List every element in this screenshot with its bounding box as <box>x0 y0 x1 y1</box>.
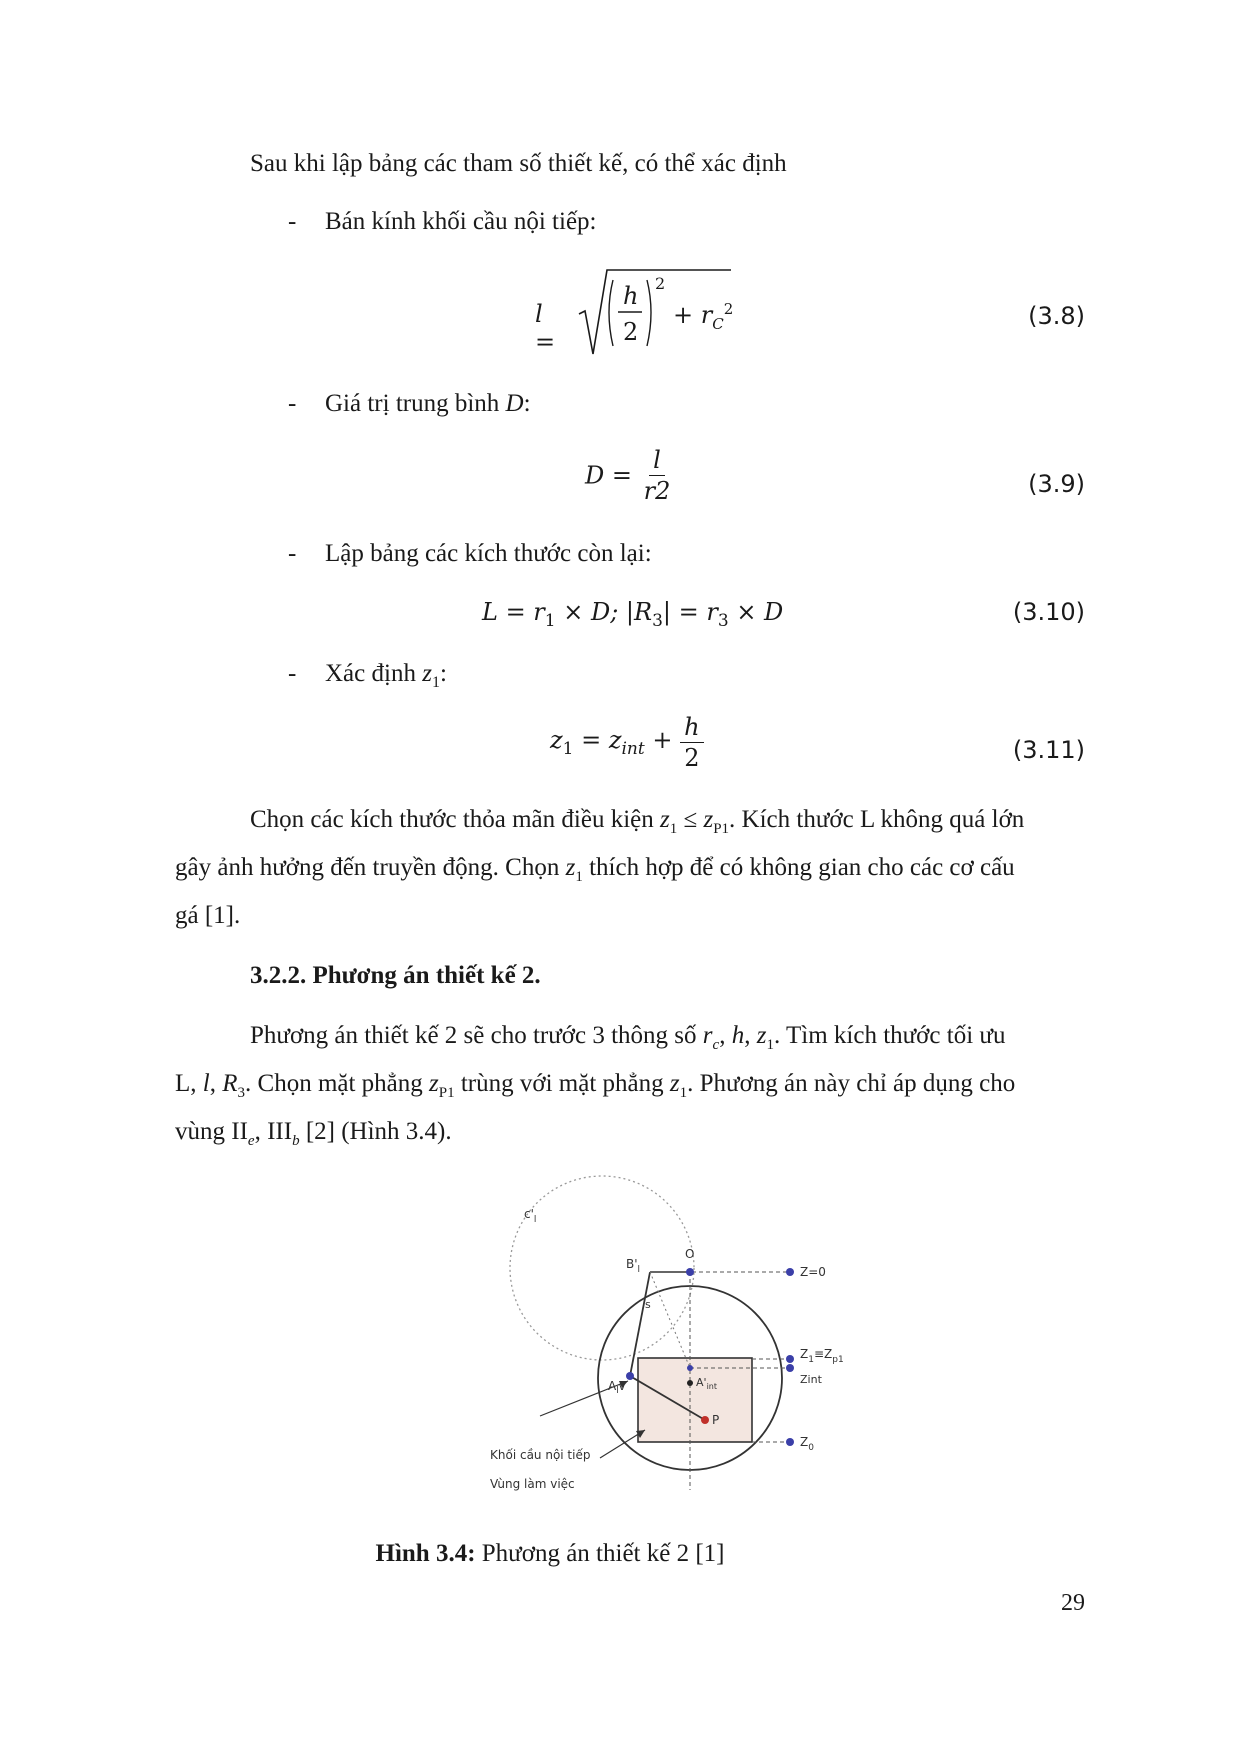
eq39-fraction: $\frac{l}{r2}$ <box>643 446 671 505</box>
equation-number: (3.10) <box>1012 598 1085 626</box>
equation-number: (3.11) <box>1012 736 1085 764</box>
eq39-lhs: D = <box>585 461 632 490</box>
label-b: $B'_l$ <box>626 1257 641 1275</box>
bullet-text: Lập bảng các kích thước còn lại: <box>325 540 652 567</box>
eq38-exp: 2 <box>655 274 666 293</box>
eq38-num: h <box>623 282 639 310</box>
bullet-dash: - <box>288 660 297 687</box>
label-workspace: Vùng làm việc <box>490 1477 575 1491</box>
figure-3-4 <box>480 1168 900 1508</box>
label-sphere: Khối cầu nội tiếp <box>490 1448 591 1462</box>
point-zint <box>786 1364 794 1372</box>
paragraph-line: gá [1]. <box>175 902 241 929</box>
bullet-dash: - <box>288 208 297 235</box>
label-a: $A_lv$ <box>608 1379 626 1396</box>
intro-text: Sau khi lập bảng các tham số thiết kế, có thể xác định <box>250 150 787 177</box>
paragraph-line: L, l, $R_3$. Chọn mặt phẳng $z_{P1}$ trùng với mặt phẳng $z_1$. Phương án này chỉ áp dụng cho <box>175 1070 1016 1101</box>
inscribed-box <box>638 1358 752 1442</box>
paragraph-line: Phương án thiết kế 2 sẽ cho trước 3 thông số $r_c$, h, $z_1$. Tìm kích thước tối ưu <box>250 1022 1006 1053</box>
point-a <box>626 1372 634 1380</box>
point-o <box>686 1268 694 1276</box>
equation-3-10: $L = r_1 \times D$; $|R_3| = r_3 \times D$ <box>482 598 784 631</box>
dotted-circle <box>510 1176 694 1360</box>
equation-number: (3.9) <box>1028 470 1085 498</box>
page-number: 29 <box>1061 1590 1085 1616</box>
eq311-fraction: $\frac{h}{2}$ <box>680 712 703 773</box>
figure-caption: Hình 3.4: Phương án thiết kế 2 [1] <box>375 1540 725 1567</box>
paragraph-line: gây ảnh hưởng đến truyền động. Chọn $z_1$ thích hợp để có không gian cho các cơ cấu <box>175 854 1015 885</box>
equation-3-9 <box>585 445 674 506</box>
bullet-text: Xác định $z_1$: <box>325 660 447 691</box>
label-aint: $A'_{int}$ <box>696 1376 717 1391</box>
section-heading: 3.2.2. Phương án thiết kế 2. <box>250 962 541 989</box>
point-z0 <box>786 1268 794 1276</box>
bullet-text: Bán kính khối cầu nội tiếp: <box>325 208 597 235</box>
paragraph-line: Chọn các kích thước thỏa mãn điều kiện $z_1 \le z_{P1}$. Kích thước L không quá lớn <box>250 806 1025 837</box>
label-zbottom: $Z_0$ <box>800 1435 814 1453</box>
equation-number: (3.8) <box>1028 302 1085 330</box>
label-z0: Z=0 <box>800 1265 826 1279</box>
eq38-rc: + $r_C^2$ <box>673 300 734 333</box>
point-int <box>687 1365 693 1371</box>
point-zbottom <box>786 1438 794 1446</box>
paragraph-line: vùng $II_e$, $III_b$ [2] (Hình 3.4). <box>175 1118 452 1149</box>
eq38-lhs: l = <box>535 300 556 356</box>
point-aint <box>687 1380 693 1386</box>
equation-3-11: $z_1 = z_{int}$ + $\frac{h}{2}$ <box>550 712 704 773</box>
point-z1 <box>786 1355 794 1363</box>
label-z1zp1: $Z_1\equiv Z_{p1}$ <box>800 1347 844 1365</box>
bullet-dash: - <box>288 390 297 417</box>
eq38-den: 2 <box>623 318 639 346</box>
label-p: P <box>712 1413 720 1427</box>
bullet-text: Giá trị trung bình D: <box>325 390 531 417</box>
label-c1: $c'_l$ <box>524 1207 537 1225</box>
bullet-dash: - <box>288 540 297 567</box>
point-p <box>701 1416 709 1424</box>
label-s: s <box>645 1298 651 1311</box>
label-zint: Zint <box>800 1373 822 1386</box>
label-o: O <box>685 1247 695 1261</box>
